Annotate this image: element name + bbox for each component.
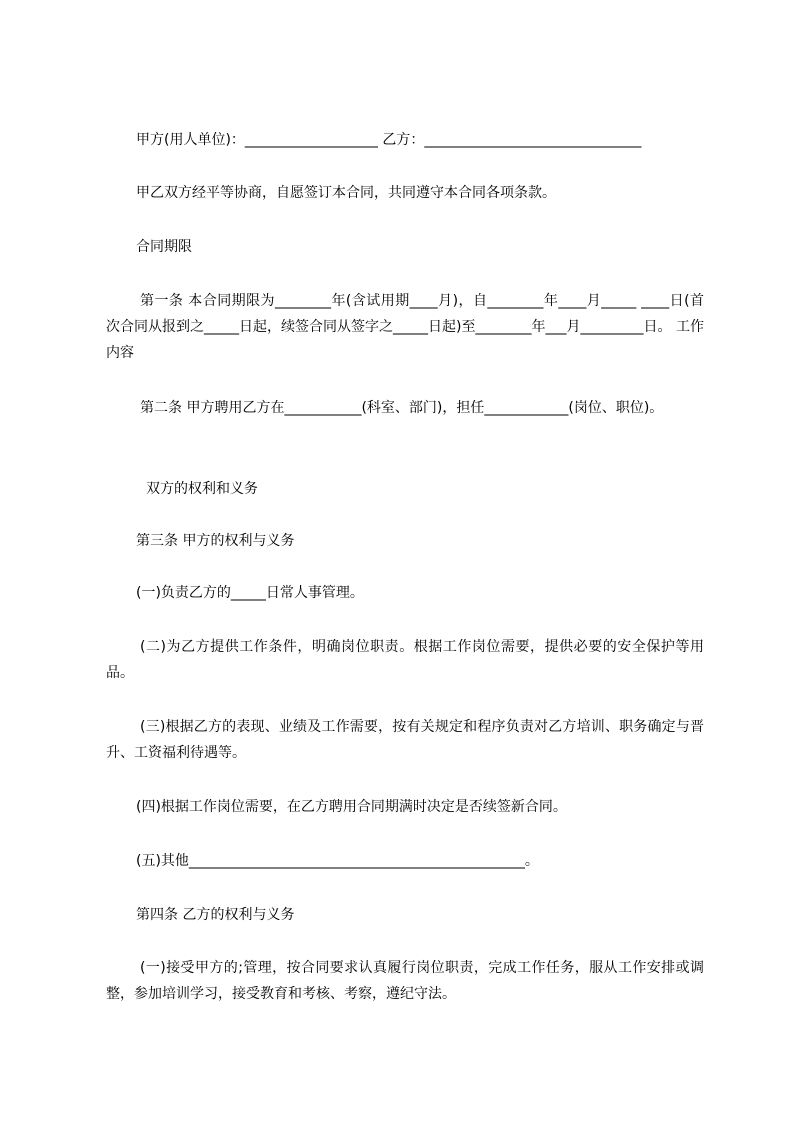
article-3-item-4: (四)根据工作岗位需要，在乙方聘用合同期满时决定是否续签新合同。	[136, 799, 567, 815]
article-4-title: 第四条 乙方的权利与义务	[136, 907, 295, 923]
article-4-item-1: (一)接受甲方的;管理，按合同要求认真履行岗位职责，完成工作任务，服从工作安排或调整，参加培训学习，接受教育和考核、考察，遵纪守法。	[106, 960, 704, 1002]
article-3-title: 第三条 甲方的权利与义务	[136, 533, 295, 549]
article-2: 第二条 甲方聘用乙方在___________(科室、部门)，担任____________(岗位、职位)。	[140, 400, 664, 416]
article-3-item-3: (三)根据乙方的表现、业绩及工作需要，按有关规定和程序负责对乙方培训、职务确定与晋升、工资福利待遇等。	[106, 719, 704, 761]
party-line: 甲方(用人单位)：___________________ 乙方：_______________________________	[136, 132, 642, 148]
section-heading-term: 合同期限	[136, 239, 192, 255]
article-3-item-2: (二)为乙方提供工作条件，明确岗位职责。根据工作岗位需要，提供必要的安全保护等用品。	[106, 639, 704, 681]
article-1: 第一条 本合同期限为________年(含试用期____月)，自________年____月_____ ____日(首次合同从报到之_____日起，续签合同从签字之_____日起)至________年___月_________日。 工作内容	[106, 293, 704, 361]
article-3-item-1: (一)负责乙方的_____日常人事管理。	[136, 585, 364, 601]
intro-paragraph: 甲乙双方经平等协商，自愿签订本合同，共同遵守本合同各项条款。	[136, 185, 556, 201]
article-3-item-5: (五)其他________________________________________________。	[136, 853, 539, 869]
section-heading-rights: 双方的权利和义务	[146, 481, 258, 497]
